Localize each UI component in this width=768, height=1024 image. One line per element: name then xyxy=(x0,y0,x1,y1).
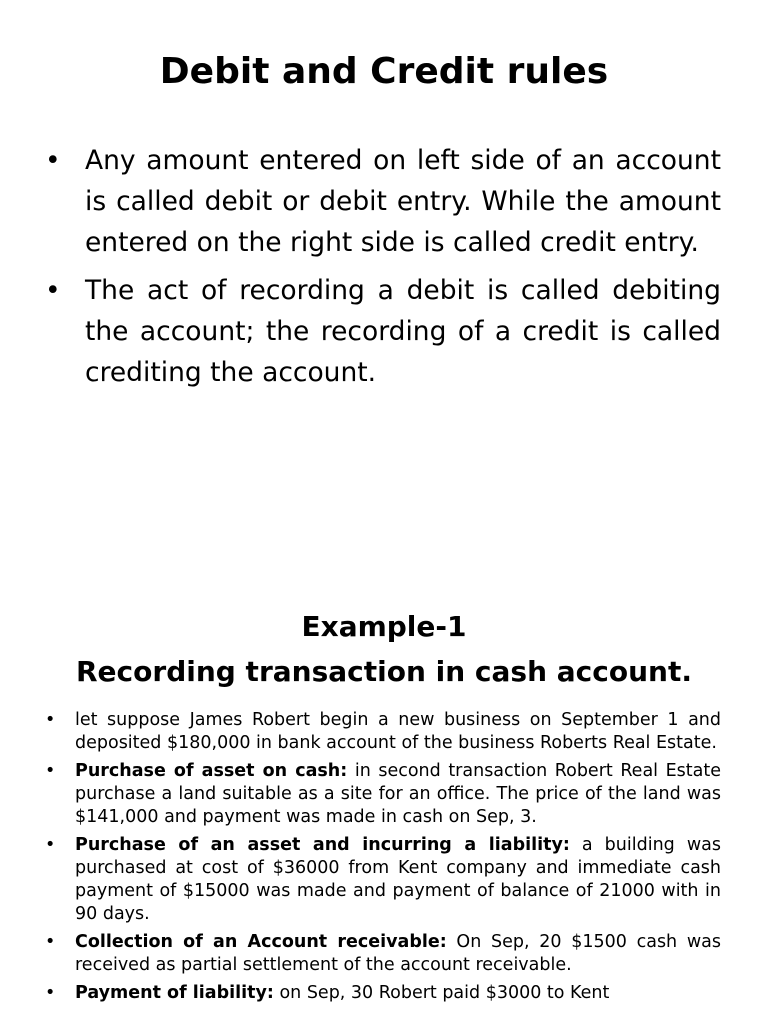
bullet-bold-label: Collection of an Account receivable: xyxy=(75,932,447,952)
bullet-text: let suppose James Robert begin a new business on September 1 and deposited $180,000 in bank account of the business Roberts Real Estate. xyxy=(75,710,721,753)
list-item xyxy=(45,270,721,393)
bullet-text: in second transaction Robert Real Estate purchase a land suitable as a site for an office. The price of the land was $141,000 and payment was made in cash on Sep, 3. xyxy=(75,761,721,827)
bullet-text: On Sep, 20 $1500 cash was received as partial settlement of the account receivable. xyxy=(75,932,722,975)
bullet-bold-label: Purchase of asset on cash: xyxy=(75,761,348,781)
bullet-bold-label: Payment of liability: xyxy=(75,983,274,1003)
bullet-icon: • xyxy=(45,275,61,306)
list-item xyxy=(45,709,721,755)
bullet-text: on Sep, 30 Robert paid $3000 to Kent xyxy=(273,983,610,1003)
bullet-icon: • xyxy=(45,932,56,952)
bullet-text: The act of recording a debit is called debiting the account; the recording of a credit is called crediting the account. xyxy=(85,275,721,388)
rules-list xyxy=(45,140,721,400)
slide-example-1 xyxy=(0,512,768,1024)
bullet-icon: • xyxy=(45,710,56,730)
bullet-icon: • xyxy=(45,983,56,1003)
list-item xyxy=(45,140,721,263)
bullet-icon: • xyxy=(45,145,61,176)
list-item xyxy=(45,982,721,1005)
list-item xyxy=(45,760,721,829)
example-title xyxy=(0,604,768,694)
slide-title: Debit and Credit rules xyxy=(159,51,609,92)
example-subheading: Recording transaction in cash account. xyxy=(76,655,692,688)
transactions-list xyxy=(45,709,721,1010)
list-item xyxy=(45,931,721,977)
bullet-text: Any amount entered on left side of an account is called debit or debit entry. While the amount entered on the right side is called credit entry. xyxy=(85,145,721,258)
bullet-icon: • xyxy=(45,835,56,855)
example-heading: Example-1 xyxy=(301,610,467,643)
list-item xyxy=(45,834,721,926)
bullet-icon: • xyxy=(45,761,56,781)
bullet-text: a building was purchased at cost of $36000 from Kent company and immediate cash payment of $15000 was made and payment of balance of 21000 with in 90 days. xyxy=(75,835,721,924)
bullet-bold-label: Purchase of an asset and incurring a liability: xyxy=(75,835,570,855)
